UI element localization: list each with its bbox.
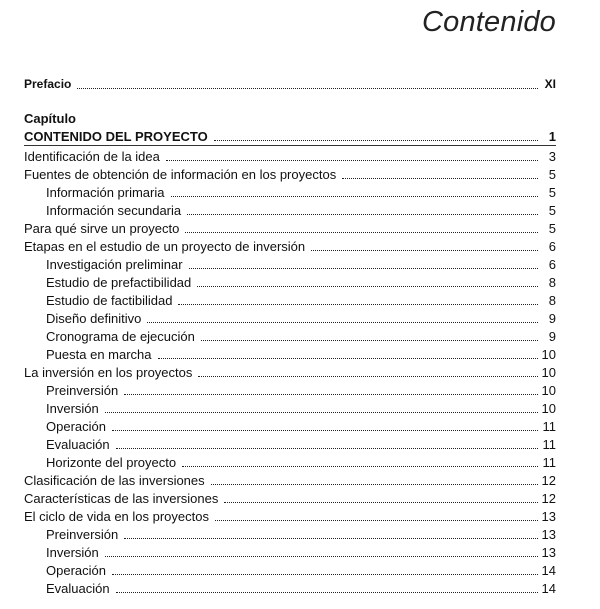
toc-entry (24, 488, 556, 506)
toc-entry-page: 12 (541, 473, 556, 488)
toc-entry-page: 8 (548, 275, 556, 290)
toc-subentry (46, 380, 556, 398)
toc-entry-page: 11 (542, 419, 556, 434)
dot-leader (201, 339, 538, 341)
toc-entry-label: Preinversión (46, 527, 119, 542)
toc-entry-page: 14 (541, 563, 556, 578)
toc-entry (24, 506, 556, 524)
toc-entry (24, 146, 556, 164)
toc-entry-page: 14 (541, 581, 556, 596)
toc-entry-page: 9 (548, 329, 556, 344)
page-title: Contenido (421, 6, 556, 38)
toc-entry-label: El ciclo de vida en los proyectos (24, 509, 209, 524)
toc-subentry (46, 290, 556, 308)
toc-entry-page: 8 (548, 293, 556, 308)
dot-leader (211, 483, 538, 485)
toc-entry-page: 13 (541, 545, 556, 560)
dot-leader (224, 501, 537, 503)
toc-entry-label: Identificación de la idea (24, 149, 160, 164)
toc-entry-page: 12 (541, 491, 556, 506)
dot-leader (178, 303, 538, 305)
toc-entry-label: Investigación preliminar (46, 257, 183, 272)
toc-entry-page: 10 (541, 401, 556, 416)
dot-leader (116, 447, 538, 449)
toc-subentry (46, 326, 556, 344)
toc-subentry (46, 560, 556, 578)
toc-subentry (46, 452, 556, 470)
toc-entry-label: Horizonte del proyecto (46, 455, 177, 470)
toc-entry-label: Puesta en marcha (46, 347, 152, 362)
toc-subentry (46, 578, 556, 596)
toc-entry-label: Cronograma de ejecución (46, 329, 195, 344)
toc-entry-page: 1 (548, 129, 556, 144)
toc-entry-page: XI (544, 77, 556, 91)
toc-entry-page: 3 (548, 149, 556, 164)
toc-entry (24, 236, 556, 254)
chapter-heading: Capítulo (24, 111, 76, 126)
toc-entry-label: Operación (46, 563, 106, 578)
toc-entry-label: Estudio de factibilidad (46, 293, 173, 308)
toc-entry-label: Inversión (46, 401, 99, 416)
toc-entry-label: Clasificación de las inversiones (24, 473, 205, 488)
dot-leader (214, 139, 538, 141)
dot-leader (189, 267, 538, 269)
toc-entry-label: Inversión (46, 545, 99, 560)
toc-entry-label: CONTENIDO DEL PROYECTO (24, 129, 208, 144)
toc-subentry (46, 416, 556, 434)
toc-entry-page: 9 (548, 311, 556, 326)
toc-entry-page: 13 (541, 527, 556, 542)
toc-entry-page: 11 (542, 437, 556, 452)
toc-subentry (46, 524, 556, 542)
dot-leader (147, 321, 538, 323)
toc-entry (24, 362, 556, 380)
toc-subentry (46, 542, 556, 560)
toc-entry-page: 5 (548, 167, 556, 182)
toc-subentry (46, 398, 556, 416)
toc-entry-label: Información primaria (46, 185, 165, 200)
dot-leader (105, 411, 538, 413)
dot-leader (124, 393, 537, 395)
toc-subentry (46, 434, 556, 452)
toc-entry-page: 13 (541, 509, 556, 524)
toc-subentry (46, 344, 556, 362)
toc-entry-page: 6 (548, 257, 556, 272)
toc-entry-page: 10 (541, 365, 556, 380)
dot-leader (182, 465, 538, 467)
toc-entry-page: 6 (548, 239, 556, 254)
toc-entry-label: Características de las inversiones (24, 491, 219, 506)
toc-entry-label: La inversión en los proyectos (24, 365, 193, 380)
toc-subentry (46, 308, 556, 326)
toc-entry-label: Operación (46, 419, 106, 434)
dot-leader (197, 285, 538, 287)
dot-leader (166, 159, 538, 161)
toc-entry-label: Información secundaria (46, 203, 182, 218)
dot-leader (342, 177, 538, 179)
toc-subentry (46, 200, 556, 218)
toc-entry-preface (24, 74, 556, 92)
dot-leader (158, 357, 538, 359)
dot-leader (112, 429, 538, 431)
toc-entry (24, 218, 556, 236)
toc-subentry (46, 254, 556, 272)
toc-entry (24, 164, 556, 182)
toc-entry-page: 5 (548, 221, 556, 236)
toc-entry-label: Diseño definitivo (46, 311, 142, 326)
toc-subentry (46, 272, 556, 290)
dot-leader (116, 591, 538, 593)
toc-entry-label: Etapas en el estudio de un proyecto de inversión (24, 239, 306, 254)
toc-entry (24, 470, 556, 488)
toc-entry-label: Preinversión (46, 383, 119, 398)
dot-leader (112, 573, 538, 575)
dot-leader (105, 555, 538, 557)
dot-leader (124, 537, 537, 539)
toc-entry-label: Fuentes de obtención de información en los proyectos (24, 167, 337, 182)
dot-leader (171, 195, 539, 197)
toc-subentry (46, 182, 556, 200)
toc-entry-label: Evaluación (46, 437, 110, 452)
toc-entry-page: 5 (548, 185, 556, 200)
toc-entry-label: Evaluación (46, 581, 110, 596)
dot-leader (77, 87, 538, 89)
dot-leader (311, 249, 538, 251)
toc-entry-page: 10 (541, 347, 556, 362)
dot-leader (215, 519, 538, 521)
dot-leader (187, 213, 538, 215)
toc-entry-label: Estudio de prefactibilidad (46, 275, 192, 290)
toc-entry-label: Para qué sirve un proyecto (24, 221, 180, 236)
dot-leader (185, 231, 538, 233)
toc-entry-page: 10 (541, 383, 556, 398)
toc-entry-page: 5 (548, 203, 556, 218)
toc-entry-label: Prefacio (24, 77, 72, 91)
dot-leader (198, 375, 537, 377)
toc-entry-page: 11 (542, 455, 556, 470)
toc-entry (24, 126, 556, 144)
